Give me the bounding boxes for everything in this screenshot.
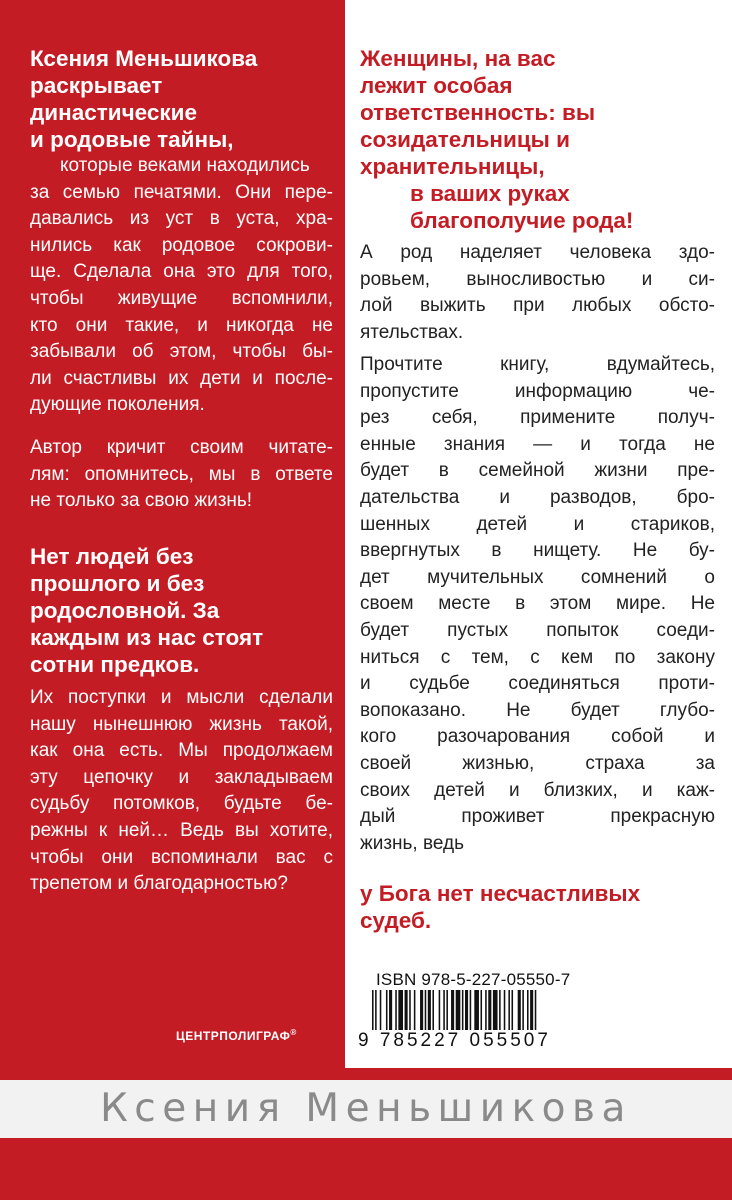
left-paragraph-1: которые веками находились за семью печатями. Они пере- давались из уст в уста, хра- нились как родовое сокрови- ще. Сделала она это для того, чтобы живущие вспомнили, кто они такие, и никогда не забывали об этом, чтобы бы- ли счастливы их дети и после- дующие поколения. — [30, 155, 333, 416]
left-column — [0, 0, 345, 1068]
right-paragraph-1: А род наделяет человека здо- ровьем, выносливостью и си- лой выжить при любых обсто- ятельствах. — [360, 242, 715, 343]
barcode-digits: 9 785227 055507 — [356, 1030, 716, 1056]
right-paragraph-2: Прочтите книгу, вдумайтесь, пропустите информацию че- рез себя, примените получ- енные знания — и тогда не будет в семейной жизни пре- дательства и разводов, бро- шенных детей и стариков, ввергнутых в нищету. Не бу- дет мучительных сомнений о своем месте в этом мире. Не будет пустых попыток соеди- ниться с тем, с кем по закону и судьбе соединяться проти- вопоказано. Не будет глубо- кого разочарования собой и своей жизнью, страха за своих детей и близких, и каж- дый проживет прекрасную жизнь, ведь — [360, 354, 715, 854]
right-column — [345, 0, 732, 1068]
left-paragraph-3: Их поступки и мысли сделали нашу нынешнюю жизнь такой, как она есть. Мы продолжаем эту цепочку и закладываем судьбу потомков, будьте бе- режны к ней… Ведь вы хотите, чтобы они вспоминали вас с трепетом и благодарностью? — [30, 687, 333, 895]
right-headline-2: у Бога нет несчастливых судеб. — [360, 881, 641, 933]
left-headline-1: Ксения Меньшикова раскрывает династические и родовые тайны, — [30, 46, 258, 152]
left-paragraph-2: Автор кричит своим читате- лям: опомнитесь, мы в ответе не только за свою жизнь! — [30, 437, 333, 512]
left-headline-2: Нет людей без прошлого и без родословной. За каждым из нас стоят сотни предков. — [30, 544, 264, 677]
publisher-logo: ЦЕНТРПОЛИГРАФ® — [176, 1028, 297, 1043]
right-headline-1: Женщины, на вас лежит особая ответственность: вы созидательницы и хранительницы, в ваших руках благополучие рода! — [360, 46, 634, 233]
author-band-title: Ксения Меньшикова — [100, 1086, 632, 1131]
isbn-label: ISBN 978-5-227-05550-7 — [376, 970, 571, 989]
